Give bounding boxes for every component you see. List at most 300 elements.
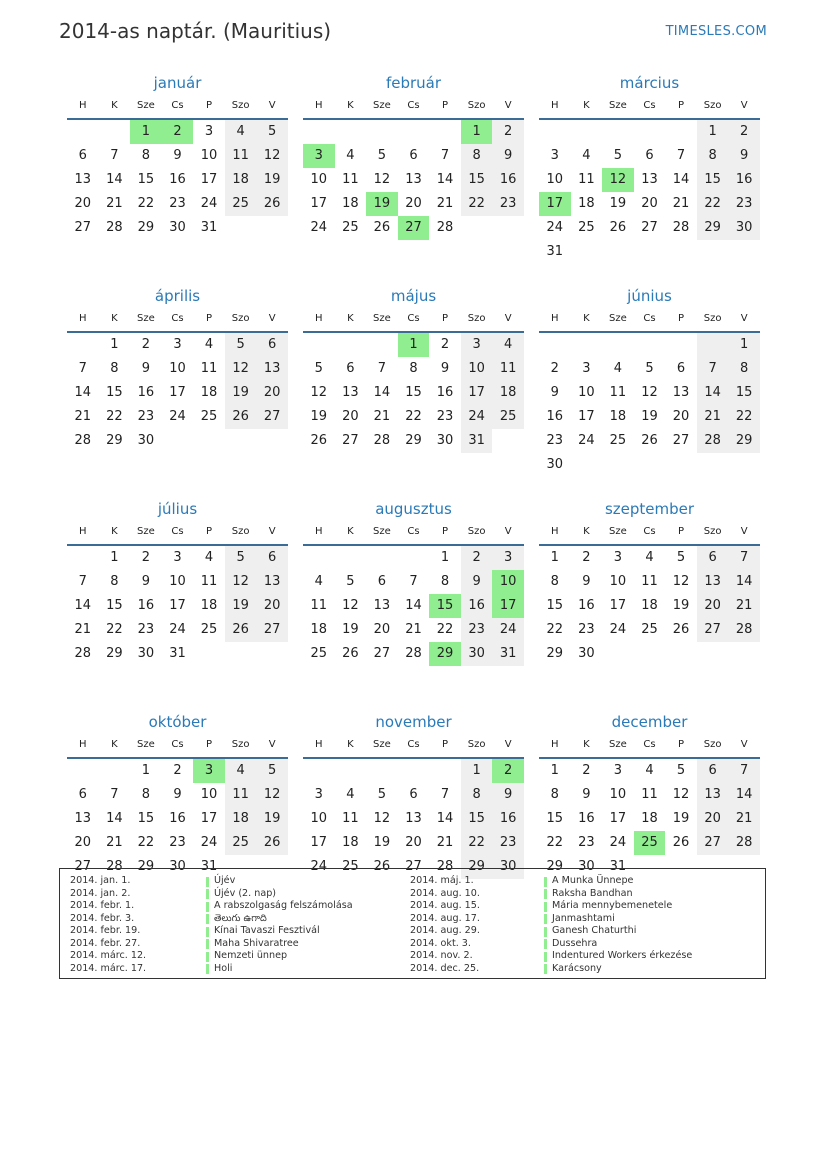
day-cell: 26	[609, 220, 627, 235]
day-cell: 5	[225, 333, 257, 357]
day-cell: 17	[461, 381, 493, 405]
day-cell: 11	[609, 385, 627, 400]
day-cell: 8	[697, 144, 729, 168]
weekday-label: H	[551, 526, 559, 537]
weekday-header	[303, 520, 524, 546]
day-cell: 2	[141, 337, 151, 352]
day-grid	[67, 759, 288, 879]
empty-cell	[193, 429, 225, 453]
day-cell: 6	[409, 148, 418, 163]
weekday-label: V	[504, 739, 512, 750]
weekday-label: Cs	[171, 526, 184, 537]
day-cell: 13	[342, 385, 359, 400]
weekday-label: Cs	[407, 313, 420, 324]
day-cell: 19	[672, 811, 690, 826]
day-cell: 8	[461, 144, 493, 168]
day-cell: 24	[609, 835, 627, 850]
day-cell: 24	[169, 622, 186, 637]
day-cell: 23	[137, 409, 155, 424]
day-cell: 5	[613, 148, 623, 163]
day-cell: 27	[398, 216, 430, 240]
day-cell: 13	[697, 783, 729, 807]
weekday-header	[67, 733, 288, 759]
brand-link[interactable]: TIMESLES.COM	[665, 24, 767, 39]
empty-cell	[571, 120, 603, 144]
day-cell: 3	[303, 144, 335, 168]
weekday-label: Sze	[609, 739, 627, 750]
day-cell: 28	[436, 859, 454, 874]
legend-holiday-name: Újév (2. nap)	[214, 887, 277, 899]
day-cell: 25	[641, 622, 658, 637]
day-cell: 6	[676, 361, 686, 376]
day-cell: 12	[672, 787, 690, 802]
day-cell: 3	[492, 546, 524, 570]
day-cell: 2	[141, 550, 151, 565]
day-cell: 28	[405, 646, 422, 661]
weekday-label: H	[79, 739, 87, 750]
day-cell: 9	[173, 148, 182, 163]
day-cell: 15	[106, 385, 123, 400]
weekday-label: K	[347, 526, 354, 537]
day-cell: 20	[697, 594, 729, 618]
day-cell: 6	[346, 361, 355, 376]
day-cell: 31	[200, 859, 218, 874]
weekday-label: K	[111, 100, 118, 111]
day-cell: 17	[310, 835, 328, 850]
day-cell: 21	[74, 409, 92, 424]
day-cell: 20	[672, 409, 690, 424]
day-cell: 15	[461, 807, 493, 831]
day-cell: 5	[314, 361, 323, 376]
weekday-header	[67, 94, 288, 120]
empty-cell	[67, 333, 99, 357]
month-title: január	[153, 74, 202, 92]
day-cell: 19	[310, 409, 328, 424]
day-cell: 3	[613, 550, 623, 565]
day-cell: 26	[373, 220, 391, 235]
month-title: május	[390, 287, 437, 305]
day-cell: 12	[672, 574, 690, 589]
day-cell: 10	[310, 172, 328, 187]
month-block	[303, 498, 524, 711]
day-cell: 11	[225, 144, 257, 168]
weekday-label: P	[678, 739, 685, 750]
day-cell: 4	[204, 337, 214, 352]
day-cell: 7	[78, 574, 87, 589]
legend-holiday-name: Kínai Tavaszi Fesztivál	[214, 925, 320, 936]
day-cell: 26	[672, 835, 690, 850]
day-cell: 4	[225, 759, 257, 783]
day-cell: 29	[137, 859, 155, 874]
empty-cell	[366, 333, 398, 357]
empty-cell	[67, 546, 99, 570]
empty-cell	[429, 759, 461, 783]
weekday-header	[303, 94, 524, 120]
empty-cell	[492, 216, 524, 240]
legend-dates-left	[70, 875, 146, 975]
day-cell: 1	[550, 763, 559, 778]
day-cell: 20	[373, 622, 391, 637]
legend-date: 2014. febr. 27.	[70, 937, 141, 949]
day-cell: 31	[546, 244, 564, 259]
day-cell: 5	[377, 148, 387, 163]
day-cell: 25	[609, 433, 627, 448]
day-cell: 26	[641, 433, 658, 448]
weekday-label: K	[583, 739, 590, 750]
holiday-marker	[544, 900, 547, 913]
empty-cell	[99, 120, 131, 144]
day-cell: 3	[204, 124, 214, 139]
day-cell: 16	[461, 594, 493, 618]
weekday-label: Szo	[467, 526, 486, 537]
day-cell: 5	[346, 574, 355, 589]
weekday-label: P	[678, 313, 685, 324]
legend-holiday-name: Indentured Workers érkezése	[552, 950, 693, 961]
day-cell: 22	[106, 409, 123, 424]
day-cell: 23	[461, 618, 493, 642]
day-cell: 11	[342, 172, 359, 187]
day-cell: 13	[672, 385, 690, 400]
day-cell: 1	[550, 550, 559, 565]
day-cell: 29	[546, 859, 564, 874]
day-cell: 5	[676, 550, 686, 565]
day-cell: 6	[256, 546, 288, 570]
holiday-marker	[206, 875, 209, 888]
day-cell: 2	[440, 337, 450, 352]
day-cell: 30	[578, 646, 595, 661]
day-cell: 17	[200, 811, 218, 826]
day-cell: 14	[74, 385, 92, 400]
empty-cell	[398, 120, 430, 144]
weekday-label: K	[583, 313, 590, 324]
day-cell: 16	[578, 598, 595, 613]
day-cell: 27	[256, 618, 288, 642]
day-cell: 11	[578, 172, 595, 187]
day-cell: 11	[641, 787, 658, 802]
empty-cell	[335, 546, 367, 570]
day-cell: 14	[74, 598, 92, 613]
day-cell: 25	[342, 859, 359, 874]
day-cell: 16	[492, 807, 524, 831]
weekday-label: Szo	[231, 100, 250, 111]
day-cell: 21	[373, 409, 391, 424]
day-cell: 12	[310, 385, 328, 400]
holiday-marker	[206, 938, 209, 951]
legend-date: 2014. nov. 2.	[410, 950, 473, 961]
weekday-label: V	[268, 739, 276, 750]
empty-cell	[429, 120, 461, 144]
empty-cell	[303, 333, 335, 357]
weekday-label: Sze	[373, 100, 391, 111]
empty-cell	[665, 453, 697, 477]
holiday-marker	[544, 950, 547, 963]
empty-cell	[256, 216, 288, 240]
month-block	[539, 72, 760, 285]
weekday-label: Sze	[373, 526, 391, 537]
empty-cell	[225, 216, 257, 240]
weekday-label: Szo	[231, 739, 250, 750]
weekday-label: H	[551, 100, 559, 111]
legend-names-right	[552, 875, 692, 975]
empty-cell	[634, 120, 666, 144]
day-cell: 11	[200, 361, 218, 376]
day-grid	[303, 546, 524, 666]
weekday-label: Sze	[137, 526, 155, 537]
day-cell: 17	[578, 409, 595, 424]
day-cell: 8	[110, 361, 119, 376]
empty-cell	[539, 333, 571, 357]
legend-date: 2014. márc. 12.	[70, 950, 147, 961]
weekday-label: Szo	[703, 100, 722, 111]
legend-holiday-name: Ganesh Chaturthi	[552, 925, 637, 936]
day-cell: 10	[200, 148, 218, 163]
weekday-label: K	[347, 100, 354, 111]
day-cell: 6	[377, 574, 387, 589]
day-cell: 24	[200, 196, 218, 211]
empty-cell	[728, 240, 760, 264]
day-cell: 14	[697, 381, 729, 405]
day-grid	[67, 546, 288, 666]
day-cell: 13	[373, 598, 391, 613]
day-cell: 7	[440, 787, 450, 802]
day-cell: 22	[436, 622, 454, 637]
day-cell: 8	[110, 574, 119, 589]
day-cell: 31	[461, 429, 493, 453]
legend-date: 2014. febr. 19.	[70, 925, 141, 936]
empty-cell	[461, 216, 493, 240]
day-cell: 30	[461, 642, 493, 666]
day-cell: 22	[137, 835, 155, 850]
empty-cell	[697, 453, 729, 477]
day-cell: 3	[582, 361, 591, 376]
weekday-label: H	[79, 100, 87, 111]
weekday-label: H	[315, 100, 323, 111]
day-cell: 28	[74, 433, 92, 448]
empty-cell	[99, 759, 131, 783]
day-grid	[539, 546, 760, 666]
day-cell: 11	[225, 783, 257, 807]
weekday-label: Sze	[137, 100, 155, 111]
legend-date: 2014. aug. 15.	[410, 900, 480, 911]
weekday-label: Cs	[407, 526, 420, 537]
day-grid	[67, 333, 288, 453]
day-cell: 19	[256, 807, 288, 831]
empty-cell	[225, 642, 257, 666]
legend-date: 2014. aug. 10.	[410, 887, 480, 899]
day-cell: 5	[645, 361, 654, 376]
day-cell: 22	[546, 835, 564, 850]
day-cell: 27	[373, 646, 391, 661]
day-cell: 20	[256, 381, 288, 405]
day-cell: 26	[225, 618, 257, 642]
day-cell: 1	[461, 120, 493, 144]
weekday-label: Szo	[703, 526, 722, 537]
day-cell: 25	[225, 192, 257, 216]
legend-holiday-name: Raksha Bandhan	[552, 887, 633, 899]
empty-cell	[634, 240, 666, 264]
day-cell: 22	[728, 405, 760, 429]
day-cell: 26	[256, 831, 288, 855]
day-cell: 26	[256, 192, 288, 216]
day-cell: 12	[602, 168, 634, 192]
day-cell: 10	[578, 385, 595, 400]
weekday-label: Szo	[467, 739, 486, 750]
empty-cell	[539, 120, 571, 144]
day-cell: 10	[169, 361, 186, 376]
day-cell: 17	[492, 594, 524, 618]
day-grid	[303, 759, 524, 879]
day-cell: 7	[377, 361, 387, 376]
day-cell: 14	[728, 570, 760, 594]
day-cell: 2	[173, 763, 182, 778]
empty-cell	[665, 120, 697, 144]
day-cell: 25	[310, 646, 328, 661]
day-cell: 5	[225, 546, 257, 570]
day-cell: 24	[546, 220, 564, 235]
month-block	[67, 285, 288, 498]
day-cell: 22	[137, 196, 155, 211]
day-cell: 1	[461, 759, 493, 783]
day-cell: 23	[578, 622, 595, 637]
day-cell: 27	[672, 433, 690, 448]
weekday-label: P	[442, 100, 449, 111]
day-cell: 27	[697, 618, 729, 642]
day-cell: 9	[141, 361, 151, 376]
day-cell: 9	[141, 574, 151, 589]
day-cell: 2	[162, 120, 194, 144]
page-title: 2014-as naptár. (Mauritius)	[59, 19, 332, 43]
day-cell: 9	[492, 144, 524, 168]
legend-date: 2014. márc. 17.	[70, 962, 147, 974]
day-cell: 9	[440, 361, 450, 376]
day-cell: 13	[256, 570, 288, 594]
day-cell: 15	[137, 172, 155, 187]
day-cell: 15	[429, 594, 461, 618]
empty-cell	[335, 120, 367, 144]
day-cell: 21	[672, 196, 690, 211]
weekday-label: P	[442, 739, 449, 750]
day-cell: 24	[310, 220, 328, 235]
day-cell: 13	[74, 172, 92, 187]
weekday-label: P	[678, 526, 685, 537]
day-cell: 25	[225, 831, 257, 855]
month-block	[539, 285, 760, 498]
day-grid	[303, 120, 524, 240]
day-cell: 9	[461, 570, 493, 594]
weekday-label: P	[206, 313, 213, 324]
weekday-header	[67, 307, 288, 333]
day-cell: 7	[728, 759, 760, 783]
empty-cell	[398, 546, 430, 570]
day-cell: 10	[609, 787, 627, 802]
day-cell: 10	[310, 811, 328, 826]
weekday-label: P	[442, 526, 449, 537]
empty-cell	[665, 333, 697, 357]
day-cell: 18	[609, 409, 627, 424]
empty-cell	[193, 642, 225, 666]
day-cell: 8	[728, 357, 760, 381]
weekday-label: V	[268, 100, 276, 111]
day-cell: 1	[110, 550, 119, 565]
day-cell: 28	[672, 220, 690, 235]
day-cell: 5	[256, 759, 288, 783]
day-cell: 23	[546, 433, 564, 448]
empty-cell	[697, 240, 729, 264]
day-cell: 11	[641, 574, 658, 589]
day-cell: 4	[314, 574, 323, 589]
day-cell: 15	[106, 598, 123, 613]
day-cell: 4	[582, 148, 591, 163]
weekday-label: H	[315, 526, 323, 537]
empty-cell	[634, 453, 666, 477]
day-cell: 29	[697, 216, 729, 240]
weekday-header	[303, 733, 524, 759]
day-cell: 16	[137, 385, 155, 400]
day-cell: 14	[728, 783, 760, 807]
legend-dates-right	[410, 875, 480, 975]
month-title: november	[375, 713, 452, 731]
empty-cell	[67, 759, 99, 783]
day-cell: 22	[546, 622, 564, 637]
weekday-label: K	[347, 739, 354, 750]
empty-cell	[303, 759, 335, 783]
day-cell: 10	[546, 172, 564, 187]
weekday-header	[67, 520, 288, 546]
month-block	[539, 498, 760, 711]
day-cell: 6	[78, 787, 87, 802]
day-cell: 6	[78, 148, 87, 163]
day-cell: 8	[409, 361, 418, 376]
day-cell: 30	[546, 457, 564, 472]
legend-date: 2014. jan. 1.	[70, 875, 131, 886]
weekday-label: K	[111, 313, 118, 324]
empty-cell	[728, 453, 760, 477]
day-cell: 29	[137, 220, 155, 235]
empty-cell	[366, 546, 398, 570]
legend-holiday-name: Mária mennybemenetele	[552, 900, 673, 911]
weekday-label: H	[79, 313, 87, 324]
day-cell: 26	[373, 859, 391, 874]
day-cell: 31	[200, 220, 218, 235]
day-cell: 2	[492, 120, 524, 144]
day-cell: 6	[697, 759, 729, 783]
empty-cell	[571, 453, 603, 477]
weekday-label: Cs	[643, 313, 656, 324]
day-cell: 27	[74, 220, 92, 235]
empty-cell	[634, 333, 666, 357]
day-cell: 20	[405, 835, 422, 850]
day-cell: 16	[492, 168, 524, 192]
day-cell: 23	[169, 196, 186, 211]
day-cell: 11	[200, 574, 218, 589]
day-cell: 20	[256, 594, 288, 618]
day-cell: 21	[405, 622, 422, 637]
day-cell: 14	[672, 172, 690, 187]
day-cell: 29	[106, 646, 123, 661]
day-cell: 9	[582, 574, 591, 589]
legend-markers-right	[544, 875, 547, 975]
empty-cell	[398, 759, 430, 783]
empty-cell	[602, 333, 634, 357]
day-cell: 16	[137, 598, 155, 613]
empty-cell	[303, 120, 335, 144]
month-title: március	[619, 74, 680, 92]
day-cell: 11	[342, 811, 359, 826]
weekday-label: V	[504, 100, 512, 111]
weekday-label: K	[583, 100, 590, 111]
day-cell: 26	[342, 646, 359, 661]
weekday-label: V	[504, 313, 512, 324]
